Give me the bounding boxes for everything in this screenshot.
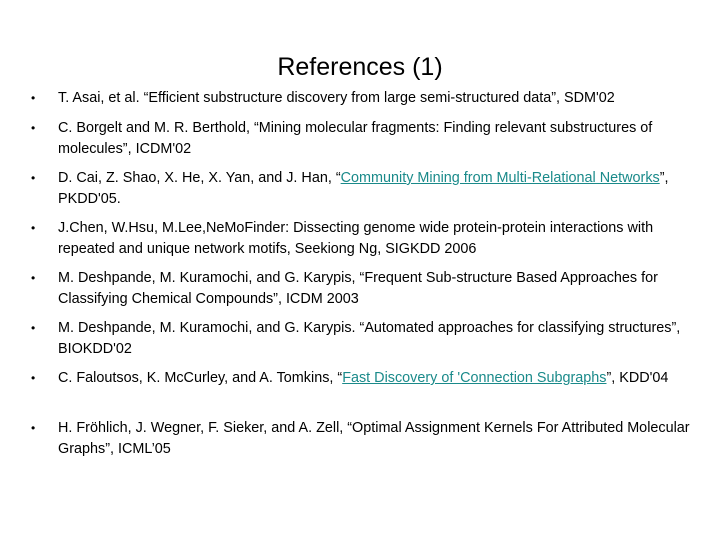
reference-text: [58, 218, 708, 260]
reference-link[interactable]: Fast Discovery of 'Connection Subgraphs: [342, 370, 607, 386]
reference-text-part: M. Deshpande, M. Kuramochi, and G. Karypis. “Automated approaches for classifying structures”, BIOKDD'02: [58, 320, 681, 357]
slide-title-text: References (1): [277, 53, 443, 81]
slide-title: [0, 50, 720, 84]
reference-text: [58, 368, 708, 389]
reference-text: [58, 118, 673, 160]
bullet-icon: •: [31, 221, 36, 235]
bullet-icon: •: [31, 371, 36, 385]
reference-text: [58, 88, 708, 109]
reference-text: [58, 418, 708, 460]
bullet-icon: •: [31, 171, 36, 185]
bullet-icon: •: [31, 91, 36, 105]
reference-text-part: D. Cai, Z. Shao, X. He, X. Yan, and J. Han, “: [58, 170, 341, 186]
reference-text-part: ”, PKDD'05.: [58, 170, 669, 207]
bullet-icon: •: [31, 121, 36, 135]
bullet-icon: •: [31, 271, 36, 285]
reference-text: [58, 168, 673, 210]
reference-text-part: H. Fröhlich, J. Wegner, F. Sieker, and A. Zell, “Optimal Assignment Kernels For Attributed Molecular Graphs”, ICML’05: [58, 420, 690, 457]
reference-text-part: C. Faloutsos, K. McCurley, and A. Tomkins, “: [58, 370, 343, 386]
reference-text-part: J.Chen, W.Hsu, M.Lee,NeMoFinder: Dissecting genome wide protein-protein interactions with repeated and unique network motifs, Seekiong Ng, SIGKDD 2006: [58, 220, 654, 257]
bullet-icon: •: [31, 421, 36, 435]
reference-text: [58, 268, 658, 310]
reference-link[interactable]: Community Mining from Multi-Relational Networks: [340, 170, 660, 186]
bullet-icon: •: [31, 321, 36, 335]
reference-text: [58, 318, 708, 360]
reference-text-part: M. Deshpande, M. Kuramochi, and G. Karypis, “Frequent Sub-structure Based Approaches for Classifying Chemical Compounds”, ICDM 2003: [58, 270, 658, 307]
reference-text-part: T. Asai, et al. “Efficient substructure discovery from large semi-structured data”, SDM'02: [58, 90, 615, 106]
reference-text-part: ”, KDD'04: [606, 370, 669, 386]
reference-text-part: C. Borgelt and M. R. Berthold, “Mining molecular fragments: Finding relevant substructures of molecules”, ICDM'02: [58, 120, 653, 157]
